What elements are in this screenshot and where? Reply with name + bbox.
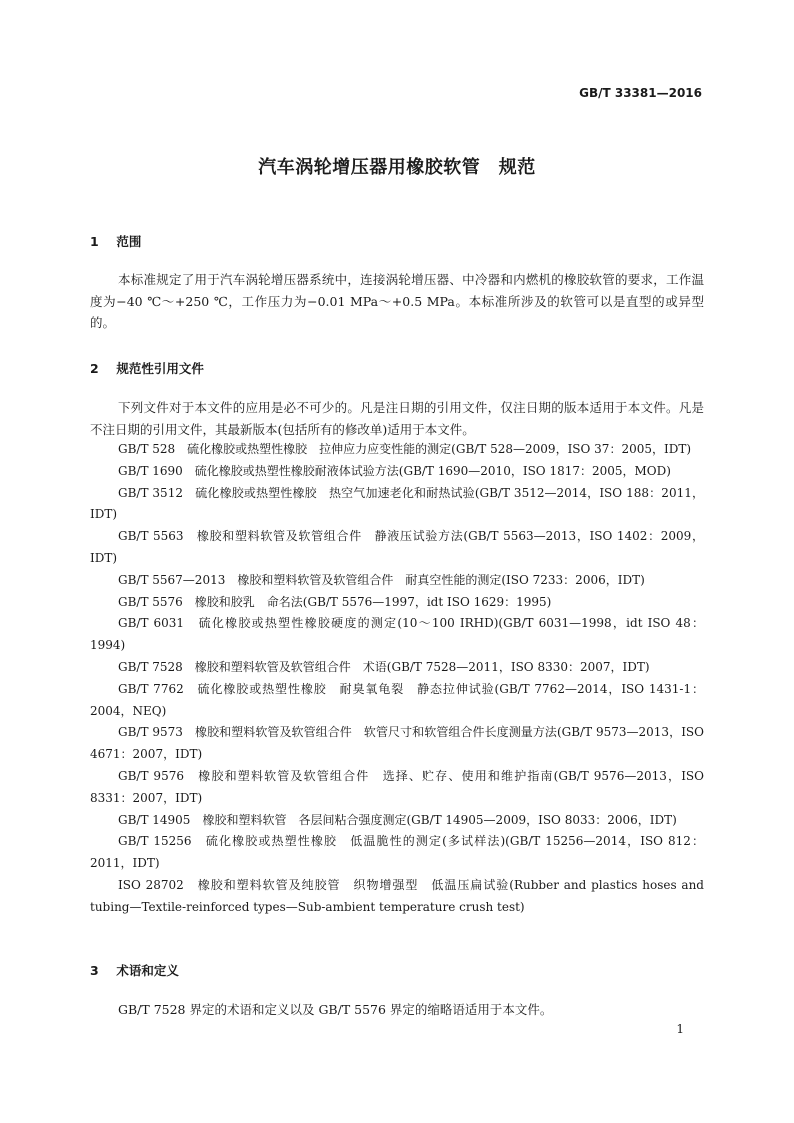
reference-item: GB/T 5576 橡胶和胶乳 命名法(GB/T 5576—1997，idt ISO 1629：1995)	[118, 594, 552, 609]
reference-item: GB/T 7528 橡胶和塑料软管及软管组合件 术语(GB/T 7528—2011，ISO 8330：2007，IDT)	[118, 659, 650, 674]
section-1-heading	[90, 232, 141, 250]
reference-item: GB/T 9573 橡胶和塑料软管及软管组合件 软管尺寸和软管组合件长度测量方法(GB/T 9573—2013，ISO 4671：2007，IDT)	[90, 725, 704, 762]
section-number: 2	[90, 361, 99, 376]
terms-paragraph: GB/T 7528 界定的术语和定义以及 GB/T 5576 界定的缩略语适用于本文件。	[118, 1002, 553, 1017]
reference-item: GB/T 14905 橡胶和塑料软管 各层间粘合强度测定(GB/T 14905—2009，ISO 8033：2006，IDT)	[118, 812, 677, 827]
standard-number: GB/T 33381—2016	[579, 86, 702, 100]
section-number: 3	[90, 963, 99, 978]
section-title: 规范性引用文件	[116, 361, 204, 376]
reference-item: GB/T 5563 橡胶和塑料软管及软管组合件 静液压试验方法(GB/T 5563—2013，ISO 1402：2009，IDT)	[90, 529, 704, 565]
reference-list	[90, 439, 704, 919]
section-2-heading	[90, 359, 204, 377]
page-number: 1	[676, 1022, 684, 1036]
reference-item: GB/T 6031 硫化橡胶或热塑性橡胶硬度的测定(10～100 IRHD)(GB/T 6031—1998，idt ISO 48：1994)	[90, 616, 704, 653]
reference-item: GB/T 528 硫化橡胶或热塑性橡胶 拉伸应力应变性能的测定(GB/T 528—2009，ISO 37：2005，IDT)	[118, 442, 692, 456]
section-title: 术语和定义	[116, 963, 179, 978]
reference-item: GB/T 9576 橡胶和塑料软管及软管组合件 选择、贮存、使用和维护指南(GB/T 9576—2013，ISO 8331：2007，IDT)	[90, 768, 704, 805]
reference-item: GB/T 3512 硫化橡胶或热塑性橡胶 热空气加速老化和耐热试验(GB/T 3512—2014，ISO 188：2011，IDT)	[90, 485, 704, 522]
normative-intro-paragraph: 下列文件对于本文件的应用是必不可少的。凡是注日期的引用文件，仅注日期的版本适用于本文件。凡是不注日期的引用文件，其最新版本(包括所有的修改单)适用于本文件。	[90, 400, 704, 437]
section-3-heading	[90, 961, 179, 979]
reference-item: GB/T 5567—2013 橡胶和塑料软管及软管组合件 耐真空性能的测定(ISO 7233：2006，IDT)	[118, 572, 645, 587]
reference-item: GB/T 15256 硫化橡胶或热塑性橡胶 低温脆性的测定(多试样法)(GB/T 15256—2014，ISO 812：2011，IDT)	[90, 834, 704, 871]
reference-item: GB/T 7762 硫化橡胶或热塑性橡胶 耐臭氧龟裂 静态拉伸试验(GB/T 7762—2014，ISO 1431-1：2004，NEQ)	[90, 681, 704, 718]
section-title: 范围	[116, 234, 142, 249]
section-number: 1	[90, 234, 99, 249]
document-title: 汽车涡轮增压器用橡胶软管 规范	[258, 157, 536, 178]
scope-paragraph: 本标准规定了用于汽车涡轮增压器系统中，连接涡轮增压器、中冷器和内燃机的橡胶软管的要求，工作温度为−40 ℃～+250 ℃，工作压力为−0.01 MPa～+0.5 MPa。本标准所涉及的软管可以是直型的或异型的。	[90, 272, 704, 330]
reference-item: ISO 28702 橡胶和塑料软管及纯胶管 织物增强型 低温压扁试验(Rubber and plastics hoses and tubing—Textile-reinforced types—Sub-ambient temperature crush test)	[90, 877, 704, 914]
reference-item: GB/T 1690 硫化橡胶或热塑性橡胶耐液体试验方法(GB/T 1690—2010，ISO 1817：2005，MOD)	[118, 463, 671, 478]
